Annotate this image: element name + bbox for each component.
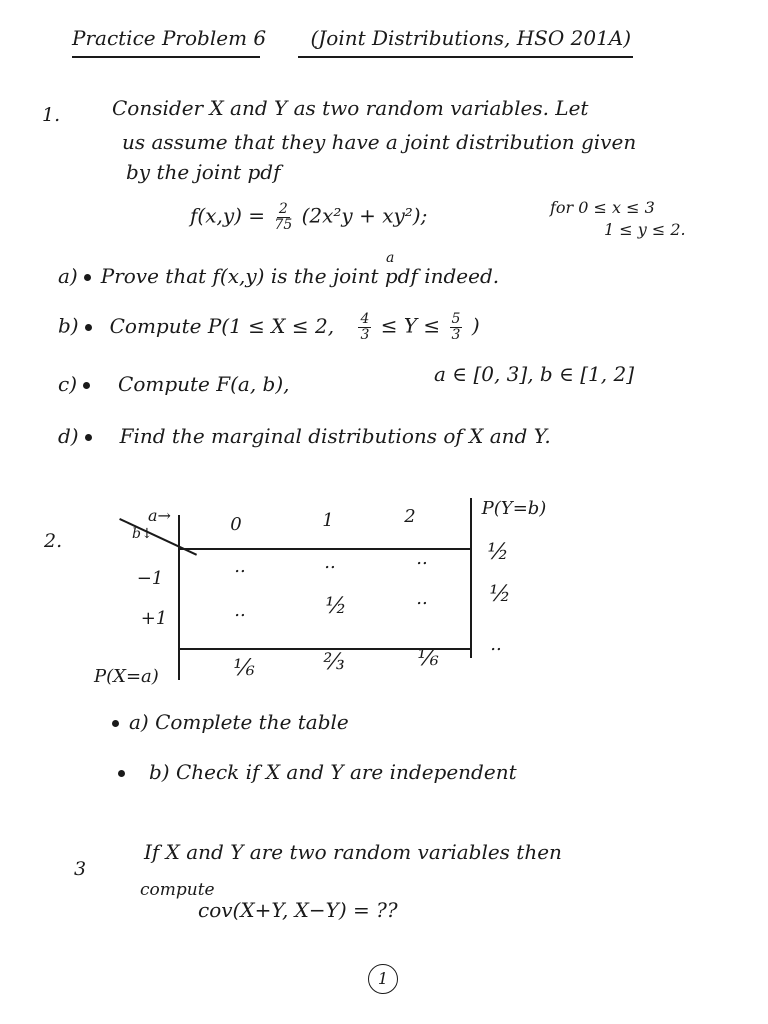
pdf-rhs: (2x²y + xy²); <box>301 203 428 228</box>
title-underline <box>72 56 260 58</box>
table-cell: ½ <box>489 582 511 607</box>
part-1a-label: a) <box>58 264 78 288</box>
part-1c-range: a ∈ [0, 3], b ∈ [1, 2] <box>434 362 635 386</box>
table-cell: ½ <box>325 594 347 619</box>
bottom-row-label: P(X=a) <box>94 666 159 687</box>
joint-pdf-formula <box>190 202 427 232</box>
col-header-0: 0 <box>230 514 242 535</box>
pdf-fraction <box>274 202 292 232</box>
table-cell: .. <box>416 548 428 569</box>
frac-1-num: 4 <box>360 311 370 327</box>
title-main: Practice Problem 6 <box>72 26 267 50</box>
frac-2-num: 5 <box>451 311 461 327</box>
part-1c-label: c) <box>58 372 78 396</box>
part-1b-text: Compute P(1 ≤ X ≤ 2, <box>109 313 335 338</box>
table-cell: .. <box>234 556 246 577</box>
table-cell: ⅙ <box>233 656 255 681</box>
page-number: 1 <box>368 964 398 994</box>
table-cell: .. <box>234 600 246 621</box>
part-1b-frac-2 <box>450 312 463 342</box>
bullet-icon <box>83 382 90 389</box>
pdf-frac-den: 75 <box>274 216 293 233</box>
part-1b-close: ) <box>471 313 480 338</box>
bullet-icon <box>118 770 125 777</box>
part-2a <box>106 710 349 734</box>
table-right-border <box>470 498 472 658</box>
part-1c <box>58 372 290 396</box>
part-2a-text: a) Complete the table <box>129 710 349 734</box>
part-2b-text: b) Check if X and Y are independent <box>149 760 517 784</box>
frac-2-den: 3 <box>451 326 461 343</box>
table-cell: .. <box>416 588 428 609</box>
col-header-py: P(Y=b) <box>481 498 547 519</box>
title-subtitle: (Joint Distributions, HSO 201A) <box>310 26 632 50</box>
problem-1-line-2: us assume that they have a joint distribution given <box>122 130 637 154</box>
bullet-icon <box>112 720 119 727</box>
problem-2-number: 2. <box>44 530 63 552</box>
part-1d-text: Find the marginal distributions of X and Y. <box>119 424 551 448</box>
table-cell: ½ <box>487 540 509 565</box>
subtitle-underline <box>298 56 633 58</box>
row-label-plus1: +1 <box>140 608 168 629</box>
part-1b-mid: ≤ Y ≤ <box>380 313 441 338</box>
page-title <box>72 26 631 50</box>
part-a-insert: a <box>386 250 395 266</box>
part-1b-label: b) <box>58 313 79 338</box>
problem-1-number: 1. <box>42 104 61 126</box>
problem-3-line-1: If X and Y are two random variables then <box>144 840 562 864</box>
part-1b <box>58 312 480 342</box>
pdf-domain-y: 1 ≤ y ≤ 2. <box>604 220 686 239</box>
table-cell: .. <box>324 552 336 573</box>
row-label-minus1: −1 <box>136 568 164 589</box>
bullet-icon <box>85 434 92 441</box>
problem-3-line-2: compute <box>140 880 215 900</box>
problem-1-line-3: by the joint pdf <box>126 160 281 184</box>
part-1d <box>58 424 551 448</box>
frac-1-den: 3 <box>360 326 370 343</box>
bullet-icon <box>84 274 91 281</box>
problem-3-number: 3 <box>74 858 87 880</box>
pdf-frac-num: 2 <box>278 201 288 217</box>
bullet-icon <box>85 324 92 331</box>
table-cell: .. <box>490 634 502 655</box>
corner-b-label: b↓ <box>132 526 153 542</box>
part-1c-text: Compute F(a, b), <box>118 372 290 396</box>
table-cell: ⅔ <box>323 650 345 675</box>
pdf-domain-x: for 0 ≤ x ≤ 3 <box>550 198 655 217</box>
col-header-1: 1 <box>322 510 334 531</box>
pdf-lhs: f(x,y) = <box>190 203 272 228</box>
part-1b-frac-1 <box>358 312 371 342</box>
corner-a-label: a→ <box>148 506 171 525</box>
part-2b <box>112 760 517 784</box>
part-1a <box>58 264 499 288</box>
table-cell: ⅙ <box>417 646 439 671</box>
problem-1-line-1: Consider X and Y as two random variables. Let <box>112 96 589 120</box>
col-header-2: 2 <box>404 506 416 527</box>
part-1a-text: Prove that f(x,y) is the joint pdf indeed. <box>100 264 500 288</box>
problem-3-line-3: cov(X+Y, X−Y) = ?? <box>198 898 398 922</box>
part-1d-label: d) <box>58 424 79 448</box>
